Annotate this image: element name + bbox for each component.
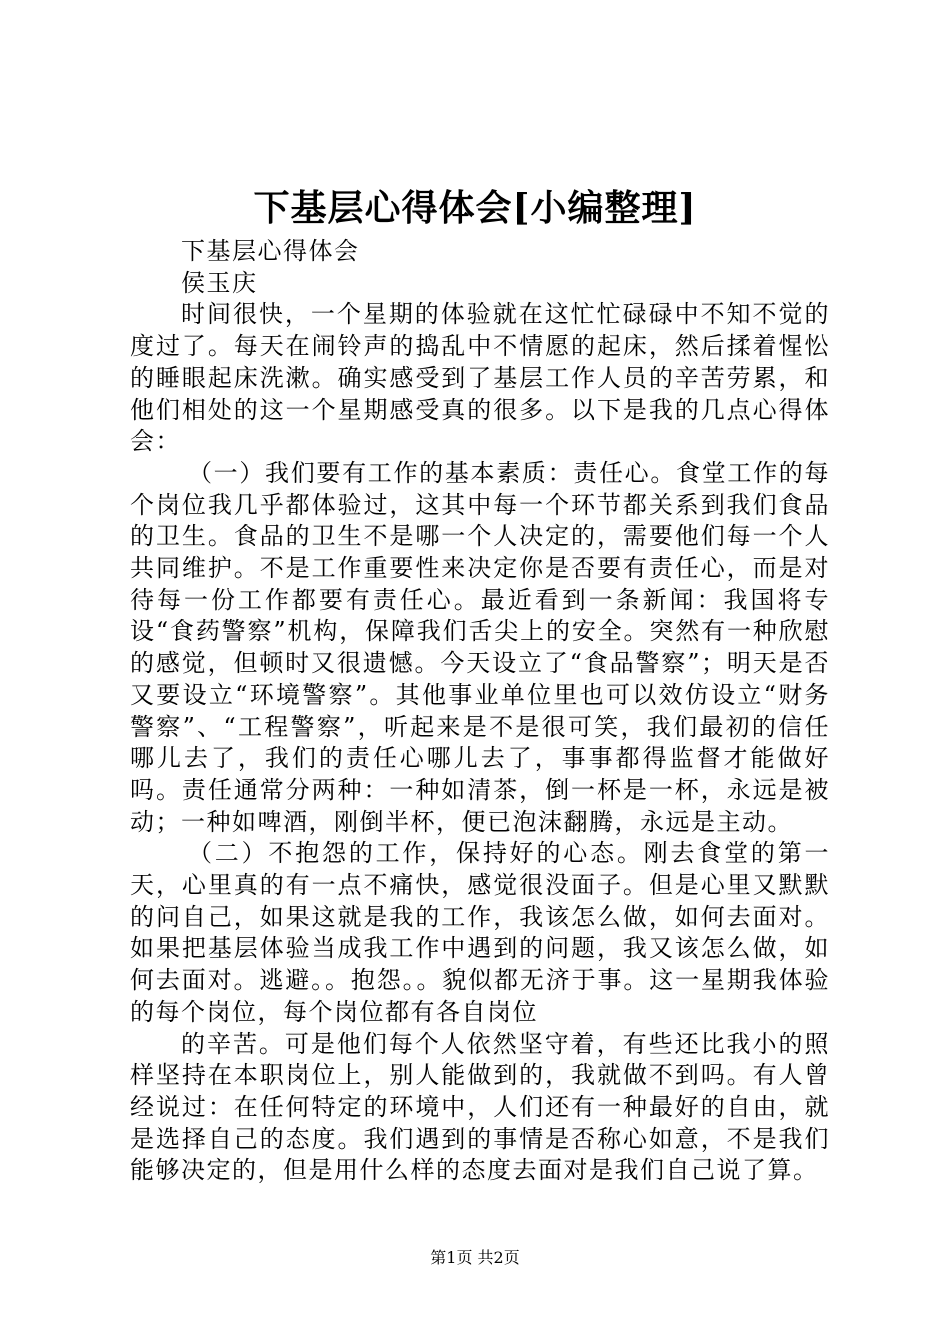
document-subtitle: 下基层心得体会 (181, 237, 360, 265)
page-footer: 第1页 共2页 (430, 1248, 520, 1267)
paragraph-responsibility: （一）我们要有工作的基本素质：责任心。食堂工作的每个岗位我几乎都体验过，这其中每一个环节都关系到我们食品的卫生。食品的卫生不是哪一个人决定的，需要他们每一个人共同维护。不是工作重要性来决定你是否要有责任心，而是对待每一份工作都要有责任心。最近看到一条新闻：我国将专设“食药警察”机构，保障我们舌尖上的安全。突然有一种欣慰的感觉，但顿时又很遗憾。今天设立了“食品警察”；明天是否又要设立“环境警察”。其他事业单位里也可以效仿设立“财务警察”、“工程警察”，听起来是不是很可笑，我们最初的信任哪儿去了，我们的责任心哪儿去了，事事都得监督才能做好吗。责任通常分两种：一种如清茶，倒一杯是一杯，永远是被动；一种如啤酒，刚倒半杯，便已泡沫翻腾，永远是主动。 (130, 458, 830, 836)
document-author: 侯玉庆 (181, 268, 258, 297)
paragraph-intro: 时间很快，一个星期的体验就在这忙忙碌碌中不知不觉的度过了。每天在闹铃声的捣乱中不情愿的起床，然后揉着惺忪的睡眼起床洗漱。确实感受到了基层工作人员的辛苦劳累，和他们相处的这一个星期感受真的很多。以下是我的几点心得体会： (130, 300, 830, 456)
paragraph-continuation: 的辛苦。可是他们每个人依然坚守着，有些还比我小的照样坚持在本职岗位上，别人能做到的，我就做不到吗。有人曾经说过：在任何特定的环境中，人们还有一种最好的自由，就是选择自己的态度。我们遇到的事情是否称心如意，不是我们能够决定的，但是用什么样的态度去面对是我们自己说了算。 (130, 1029, 830, 1185)
document-body (130, 236, 830, 1187)
paragraph-attitude: （二）不抱怨的工作，保持好的心态。刚去食堂的第一天，心里真的有一点不痛快，感觉很没面子。但是心里又默默的问自己，如果这就是我的工作，我该怎么做，如何去面对。如果把基层体验当成我工作中遇到的问题，我又该怎么做，如何去面对。逃避。。抱怨。。貌似都无济于事。这一星期我体验的每个岗位，每个岗位都有各自岗位 (130, 839, 830, 1026)
document-title: 下基层心得体会[小编整理] (253, 187, 697, 229)
